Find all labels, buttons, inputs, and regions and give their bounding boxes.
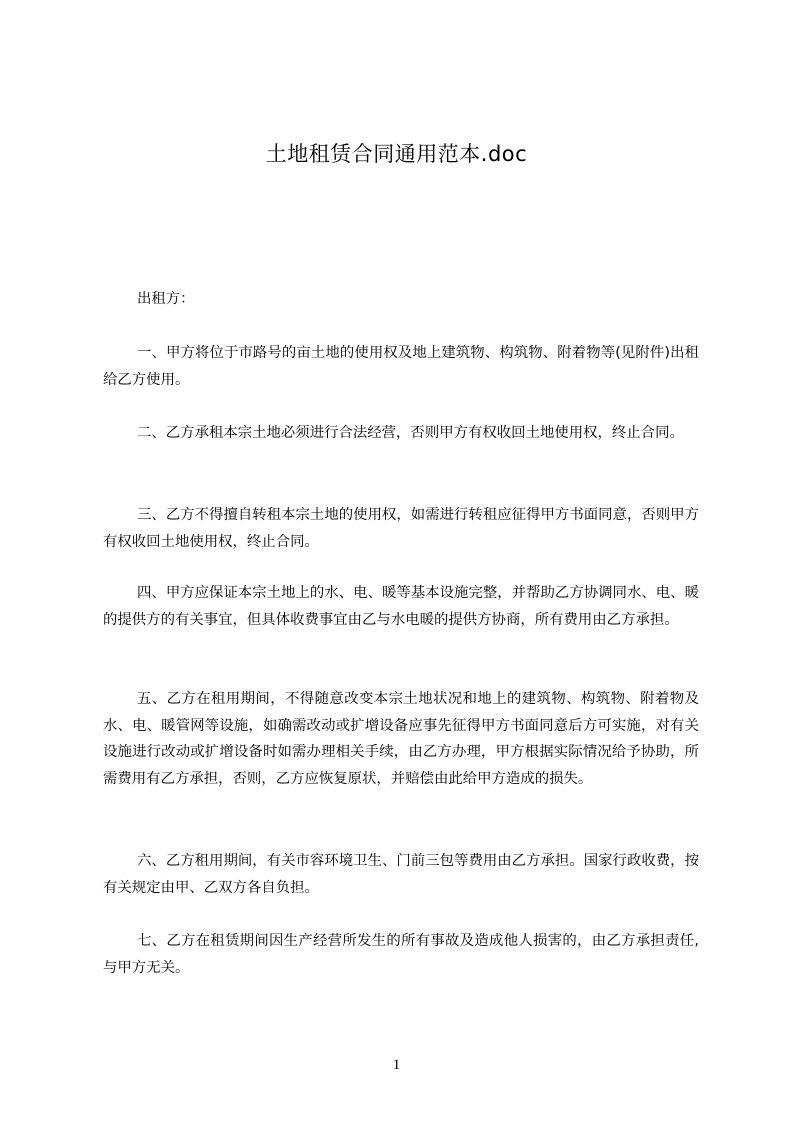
paragraph-clause-2: 二、乙方承租本宗土地必须进行合法经营，否则甲方有权收回土地使用权，终止合同。	[137, 425, 684, 441]
paragraph-clause-5: 五、乙方在租用期间，不得随意改变本宗土地状况和地上的建筑物、构筑物、附着物及水、电、暖管网等设施，如确需改动或扩增设备应事先征得甲方书面同意后方可实施，对有关设施进行改动或扩增设备时如需办理相关手续，由乙方办理，甲方根据实际情况给予协助，所需费用有乙方承担，否则，乙方应恢复原状，并赔偿由此给甲方造成的损失。	[103, 691, 699, 787]
paragraph-lessor: 出租方：	[137, 291, 195, 307]
paragraph-clause-1: 一、甲方将位于市路号的亩土地的使用权及地上建筑物、构筑物、附着物等(见附件)出租给乙方使用。	[103, 345, 699, 388]
paragraph-clause-3: 三、乙方不得擅自转租本宗土地的使用权，如需进行转租应征得甲方书面同意，否则甲方有权收回土地使用权，终止合同。	[103, 507, 699, 550]
page-title: 土地租赁合同通用范本.doc	[265, 142, 528, 166]
paragraph-clause-6: 六、乙方租用期间，有关市容环境卫生、门前三包等费用由乙方承担。国家行政收费，按有关规定由甲、乙双方各自负担。	[103, 853, 699, 896]
paragraph-clause-4: 四、甲方应保证本宗土地上的水、电、暖等基本设施完整，并帮助乙方协调同水、电、暖的提供方的有关事宜，但具体收费事宜由乙与水电暖的提供方协商，所有费用由乙方承担。	[103, 585, 699, 628]
page-number: 1	[392, 1057, 401, 1073]
paragraph-clause-7: 七、乙方在租赁期间因生产经营所发生的所有事故及造成他人损害的，由乙方承担责任,与甲方无关。	[103, 933, 699, 976]
